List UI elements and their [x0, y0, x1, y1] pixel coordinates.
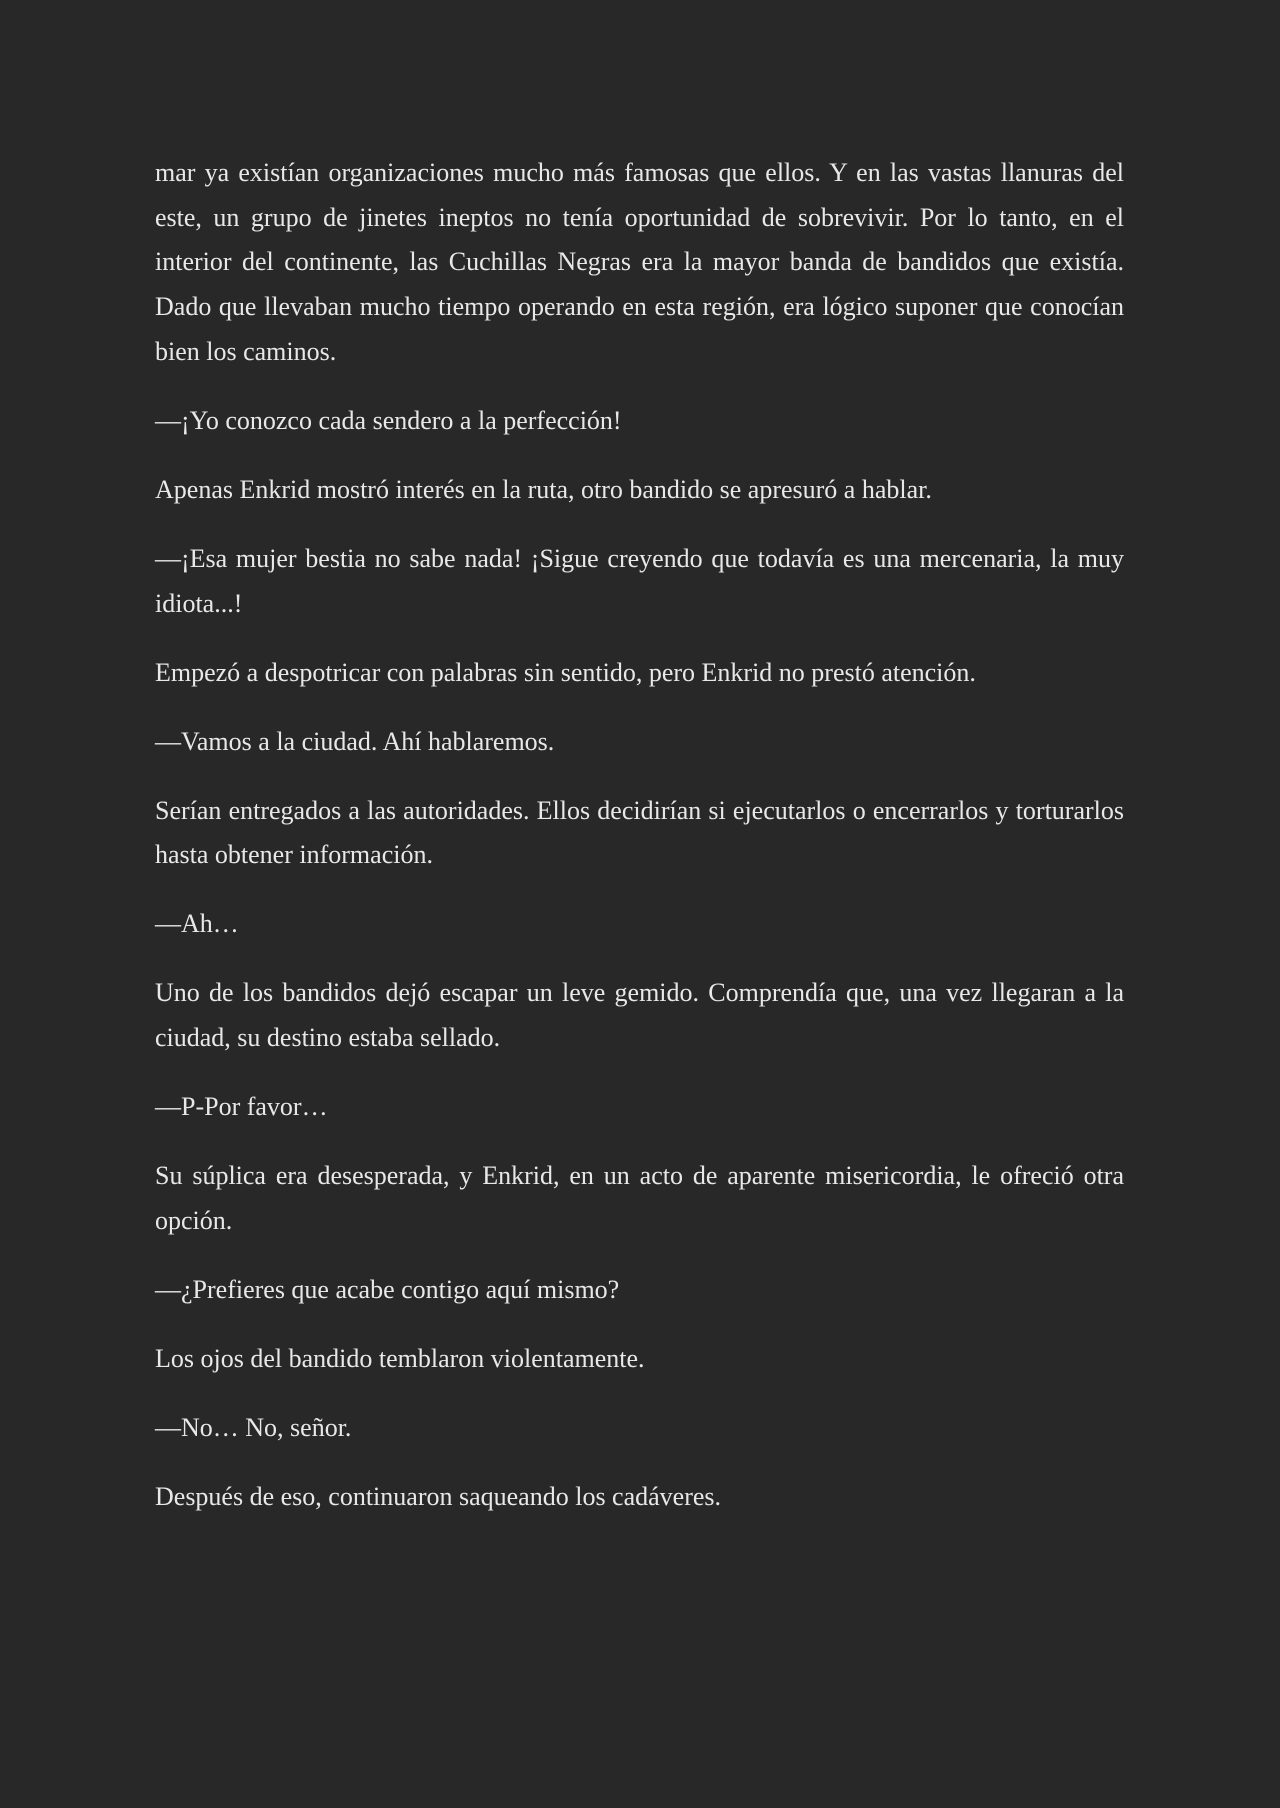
dialogue-line: —Vamos a la ciudad. Ahí hablaremos. — [155, 726, 555, 756]
paragraph: Después de eso, continuaron saqueando los cadáveres. — [155, 1481, 722, 1511]
paragraph: Empezó a despotricar con palabras sin sentido, pero Enkrid no prestó atención. — [155, 657, 976, 687]
paragraph: Los ojos del bandido temblaron violentamente. — [155, 1343, 645, 1373]
dialogue-line: —¿Prefieres que acabe contigo aquí mismo? — [155, 1274, 620, 1304]
paragraph: Su súplica era desesperada, y Enkrid, en un acto de aparente misericordia, le ofreció otra opción. — [155, 1160, 1124, 1235]
reading-page — [155, 151, 1124, 1544]
dialogue-line: —¡Esa mujer bestia no sabe nada! ¡Sigue creyendo que todavía es una mercenaria, la muy idiota...! — [155, 543, 1124, 618]
dialogue-line: —¡Yo conozco cada sendero a la perfección! — [155, 405, 622, 435]
paragraph: Apenas Enkrid mostró interés en la ruta, otro bandido se apresuró a hablar. — [155, 474, 932, 504]
paragraph: mar ya existían organizaciones mucho más famosas que ellos. Y en las vastas llanuras del este, un grupo de jinetes ineptos no tenía oportunidad de sobrevivir. Por lo tanto, en el interior del continente, las Cuchillas Negras era la mayor banda de bandidos que existía. Dado que llevaban mucho tiempo operando en esta región, era lógico suponer que conocían bien los caminos. — [155, 158, 1124, 366]
paragraph: Uno de los bandidos dejó escapar un leve gemido. Comprendía que, una vez llegaran a la ciudad, su destino estaba sellado. — [155, 978, 1124, 1052]
dialogue-line: —Ah… — [155, 909, 239, 939]
paragraph: Serían entregados a las autoridades. Ellos decidirían si ejecutarlos o encerrarlos y torturarlos hasta obtener información. — [155, 795, 1124, 870]
dialogue-line: —No… No, señor. — [155, 1412, 352, 1442]
dialogue-line: —P-Por favor… — [155, 1091, 328, 1121]
